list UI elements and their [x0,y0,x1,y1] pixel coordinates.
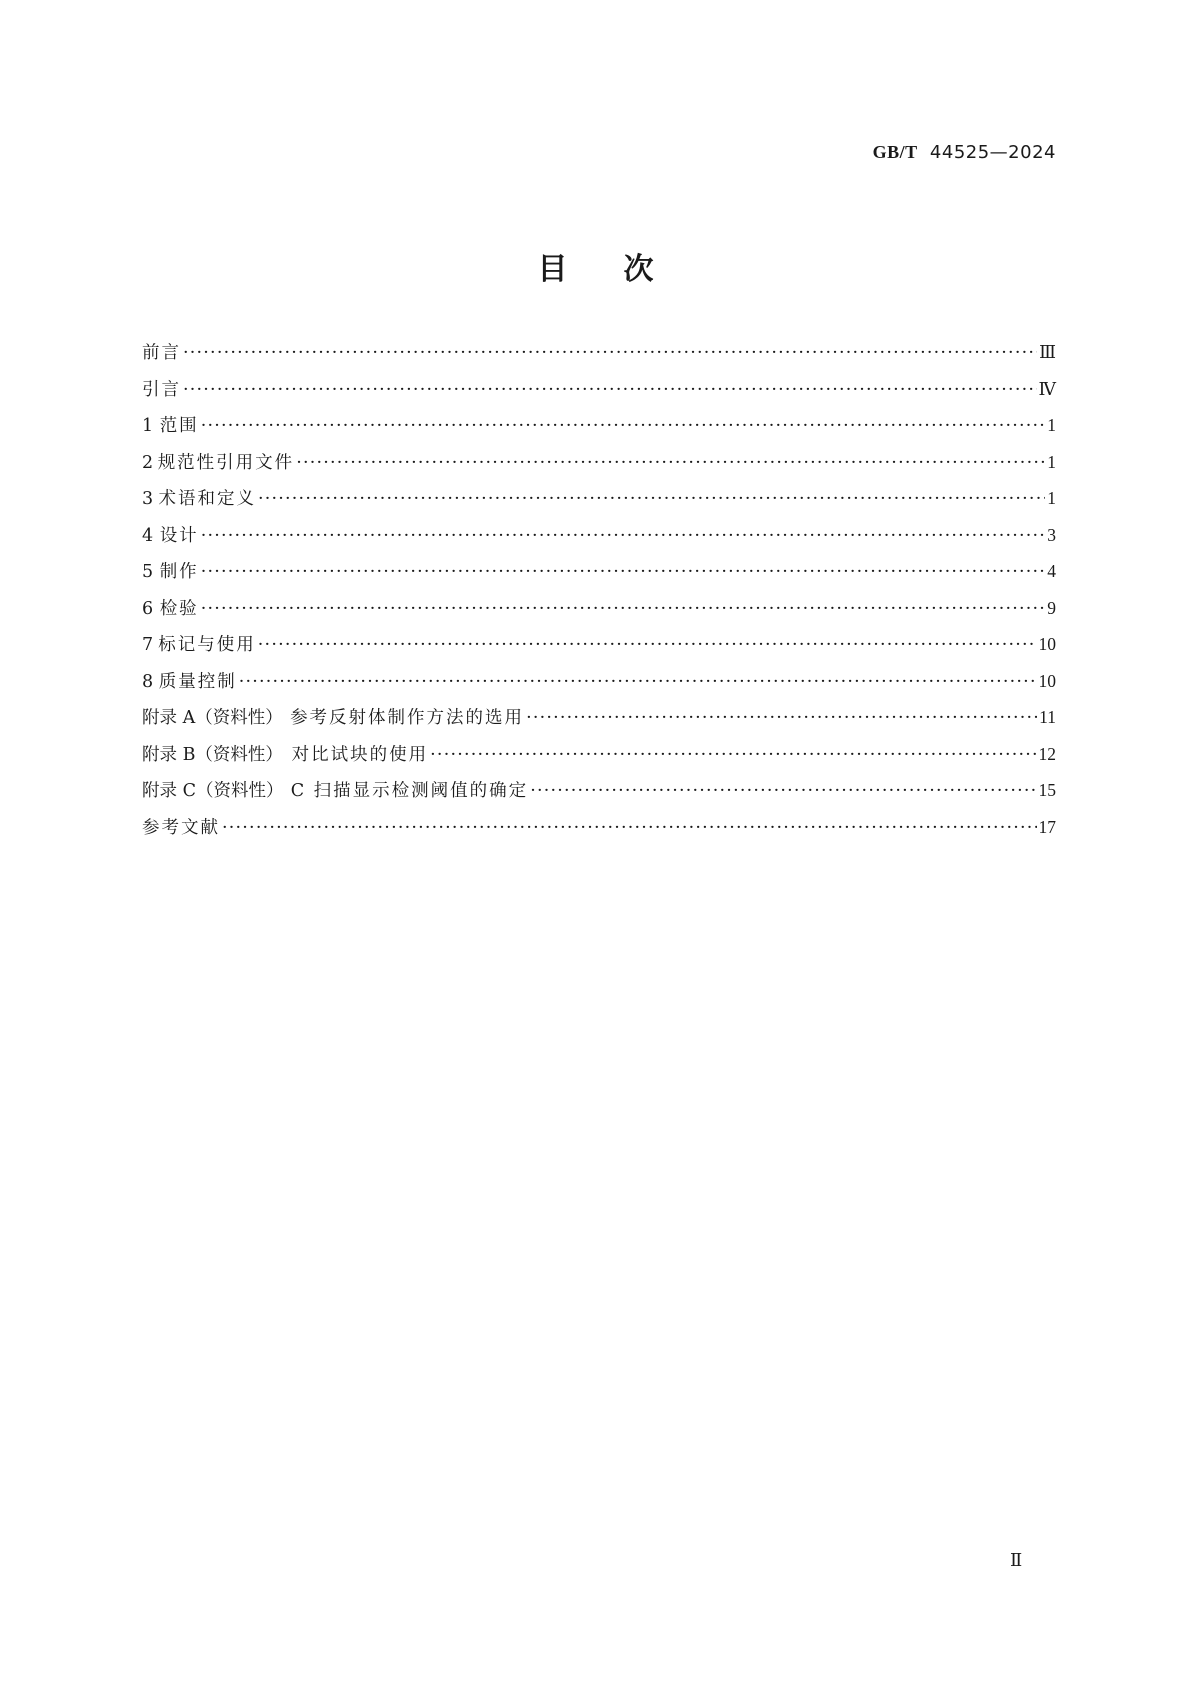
toc-entry-references[interactable] [142,814,1056,851]
toc-entry-foreword[interactable] [142,339,1056,376]
toc-dot-leader [222,818,1037,838]
toc-entry-number: 3 [142,489,154,509]
standard-code: GB/T [872,142,918,162]
toc-entry-label: 质量控制 [158,671,237,692]
toc-dot-leader [201,526,1046,546]
toc-entry-appendix-a[interactable] [142,704,1056,741]
standard-number-header [873,142,1056,163]
toc-entry-label: 规范性引用文件 [157,452,295,473]
toc-appendix-prefix: 附录 A（资料性） [142,708,283,728]
toc-dot-leader [296,453,1045,473]
toc-entry-number: 1 [142,416,154,436]
toc-entry-5[interactable] [142,558,1056,595]
toc-entry-label: 制作 [159,562,199,582]
table-of-contents [142,339,1056,850]
toc-entry-label: 前言 [142,343,181,363]
toc-entry-appendix-b[interactable] [142,741,1056,778]
toc-entry-4[interactable] [142,522,1056,559]
toc-dot-leader [201,562,1046,582]
toc-entry-number: 8 [142,671,154,692]
toc-entry-7[interactable] [142,631,1056,668]
toc-appendix-prefix: 附录 C（资料性） [142,781,284,801]
toc-dot-leader [530,781,1036,801]
toc-appendix-prefix: 附录 B（资料性） [142,744,283,765]
page-title: 目次 [537,252,710,287]
standard-number: 44525—2024 [929,142,1056,163]
toc-entry-page: Ⅲ [1039,342,1056,362]
toc-dot-leader [201,599,1046,619]
toc-entry-page: 11 [1039,707,1056,727]
toc-entry-label: 标记与使用 [158,635,256,655]
toc-entry-page: 12 [1038,743,1056,764]
page-number: Ⅱ [1010,1550,1023,1570]
toc-entry-2[interactable] [142,449,1056,486]
toc-dot-leader [239,672,1037,692]
toc-entry-label: 检验 [159,598,199,619]
toc-entry-page: 1 [1047,488,1056,508]
toc-dot-leader [430,745,1036,765]
toc-entry-page: 1 [1047,451,1056,472]
toc-entry-3[interactable] [142,485,1056,522]
toc-dot-leader [258,489,1045,509]
toc-dot-leader [183,343,1037,363]
toc-entry-number: 2 [142,452,154,473]
toc-entry-page: 4 [1047,561,1056,581]
toc-entry-page: 3 [1047,524,1056,545]
toc-entry-label: 对比试块的使用 [291,744,429,765]
toc-entry-label: C 扫描显示检测阈值的确定 [290,781,529,801]
toc-entry-appendix-c[interactable] [142,777,1056,814]
toc-entry-page: 17 [1038,816,1056,837]
toc-dot-leader [183,380,1037,400]
toc-entry-page: Ⅳ [1038,378,1056,399]
toc-entry-label: 参考文献 [142,817,220,838]
toc-entry-1[interactable] [142,412,1056,449]
toc-entry-number: 5 [142,562,154,582]
toc-entry-page: 1 [1047,415,1056,435]
toc-entry-label: 参考反射体制作方法的选用 [290,708,525,728]
toc-dot-leader [201,416,1046,436]
toc-entry-8[interactable] [142,668,1056,705]
toc-entry-label: 设计 [159,525,199,546]
toc-dot-leader [526,708,1037,728]
toc-entry-introduction[interactable] [142,376,1056,413]
toc-entry-page: 10 [1038,670,1056,691]
toc-entry-page: 9 [1047,597,1056,618]
toc-entry-label: 引言 [142,379,181,400]
toc-entry-number: 4 [142,525,154,546]
toc-entry-number: 6 [142,598,154,619]
toc-entry-page: 15 [1038,780,1056,800]
toc-entry-6[interactable] [142,595,1056,632]
toc-entry-number: 7 [142,635,154,655]
toc-entry-label: 范围 [159,416,199,436]
toc-entry-page: 10 [1038,634,1056,654]
toc-dot-leader [258,635,1037,655]
toc-entry-label: 术语和定义 [158,489,256,509]
